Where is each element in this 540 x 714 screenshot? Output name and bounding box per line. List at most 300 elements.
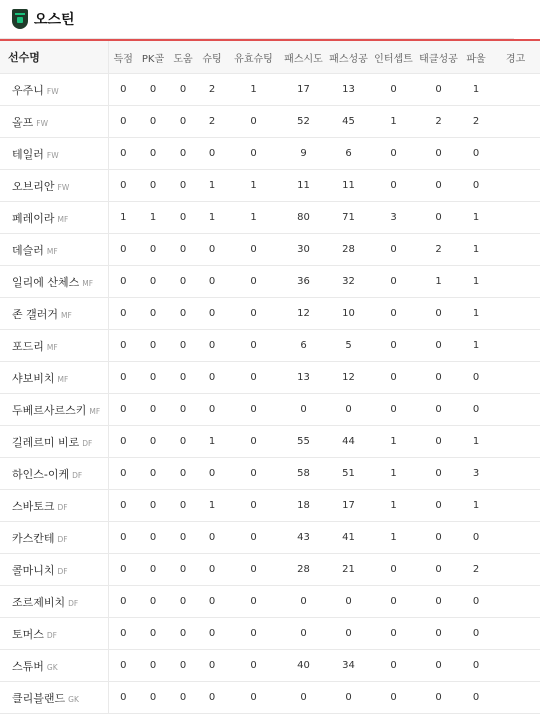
stat-cell: 0 bbox=[226, 394, 281, 426]
stat-cell: 0 bbox=[138, 586, 168, 618]
stat-cell: 80 bbox=[281, 202, 326, 234]
player-position: MF bbox=[57, 374, 69, 384]
table-row bbox=[0, 362, 540, 394]
stat-cell: 0 bbox=[198, 650, 226, 682]
stat-cell: 0 bbox=[168, 234, 198, 266]
stat-cell: 0 bbox=[416, 650, 461, 682]
player-position: DF bbox=[57, 534, 68, 544]
player-position: MF bbox=[57, 214, 69, 224]
stat-cell: 0 bbox=[108, 426, 138, 458]
stat-cell: 0 bbox=[226, 138, 281, 170]
stat-cell: 44 bbox=[326, 426, 371, 458]
stat-cell: 0 bbox=[281, 394, 326, 426]
stat-cell: 0 bbox=[416, 298, 461, 330]
stat-cell: 0 bbox=[108, 234, 138, 266]
stat-cell: 0 bbox=[461, 362, 491, 394]
stat-cell: 1 bbox=[138, 202, 168, 234]
stat-cell: 0 bbox=[108, 298, 138, 330]
stat-cell: 0 bbox=[281, 682, 326, 714]
stat-cell: 0 bbox=[371, 650, 416, 682]
stat-cell: 0 bbox=[108, 490, 138, 522]
stat-cell-overflow bbox=[491, 426, 540, 458]
stat-cell-overflow bbox=[491, 266, 540, 298]
stat-cell: 0 bbox=[416, 554, 461, 586]
stat-cell: 0 bbox=[461, 618, 491, 650]
table-row bbox=[0, 202, 540, 234]
stat-cell: 1 bbox=[226, 74, 281, 106]
stat-cell-overflow bbox=[491, 298, 540, 330]
table-row bbox=[0, 618, 540, 650]
stat-cell: 34 bbox=[326, 650, 371, 682]
stat-cell: 0 bbox=[416, 618, 461, 650]
stat-cell-overflow bbox=[491, 170, 540, 202]
stat-cell: 0 bbox=[461, 170, 491, 202]
player-position: DF bbox=[57, 502, 68, 512]
player-name-cell bbox=[0, 618, 108, 650]
table-row bbox=[0, 586, 540, 618]
stat-cell: 2 bbox=[198, 74, 226, 106]
player-name[interactable]: 하인스-이케 bbox=[12, 467, 70, 481]
stat-cell: 0 bbox=[198, 266, 226, 298]
stat-cell: 0 bbox=[416, 586, 461, 618]
stat-cell: 0 bbox=[138, 458, 168, 490]
column-header[interactable]: 슈팅 bbox=[198, 40, 226, 74]
table-row bbox=[0, 330, 540, 362]
stat-cell: 0 bbox=[198, 586, 226, 618]
stat-cell: 0 bbox=[461, 522, 491, 554]
player-position: FW bbox=[36, 118, 48, 128]
player-name-cell bbox=[0, 138, 108, 170]
player-position: DF bbox=[72, 470, 83, 480]
player-position: DF bbox=[82, 438, 93, 448]
team-header bbox=[0, 0, 514, 39]
stat-cell: 13 bbox=[281, 362, 326, 394]
stat-cell: 0 bbox=[416, 458, 461, 490]
stat-cell-overflow bbox=[491, 234, 540, 266]
stat-cell: 0 bbox=[371, 682, 416, 714]
stat-cell: 51 bbox=[326, 458, 371, 490]
stat-cell: 17 bbox=[281, 74, 326, 106]
stat-cell: 9 bbox=[281, 138, 326, 170]
player-name-cell bbox=[0, 490, 108, 522]
player-name[interactable]: 존 갤러거 bbox=[12, 307, 59, 321]
stat-cell: 2 bbox=[416, 106, 461, 138]
stat-cell: 0 bbox=[281, 586, 326, 618]
stat-cell: 0 bbox=[138, 234, 168, 266]
stat-cell: 0 bbox=[168, 650, 198, 682]
stat-cell: 0 bbox=[226, 234, 281, 266]
player-position: GK bbox=[68, 694, 79, 704]
stat-cell: 0 bbox=[108, 682, 138, 714]
stat-cell: 2 bbox=[461, 106, 491, 138]
stat-cell: 0 bbox=[168, 330, 198, 362]
stat-cell: 0 bbox=[416, 170, 461, 202]
stat-cell: 0 bbox=[108, 330, 138, 362]
stat-cell: 36 bbox=[281, 266, 326, 298]
stat-cell: 28 bbox=[281, 554, 326, 586]
stat-cell: 0 bbox=[226, 682, 281, 714]
player-name-cell bbox=[0, 266, 108, 298]
stat-cell: 0 bbox=[108, 458, 138, 490]
player-name[interactable]: 조르제비치 bbox=[12, 595, 66, 609]
stat-cell-overflow bbox=[491, 682, 540, 714]
stat-cell: 3 bbox=[371, 202, 416, 234]
stat-cell: 45 bbox=[326, 106, 371, 138]
table-row bbox=[0, 394, 540, 426]
stat-cell: 0 bbox=[416, 522, 461, 554]
stat-cell: 0 bbox=[108, 618, 138, 650]
stat-cell: 43 bbox=[281, 522, 326, 554]
stats-table-container[interactable] bbox=[0, 39, 526, 714]
stat-cell: 0 bbox=[108, 106, 138, 138]
player-name-cell bbox=[0, 426, 108, 458]
player-position: DF bbox=[68, 598, 79, 608]
stat-cell: 52 bbox=[281, 106, 326, 138]
player-position: DF bbox=[57, 566, 68, 576]
player-name[interactable]: 스바토크 bbox=[12, 499, 55, 513]
stat-cell-overflow bbox=[491, 330, 540, 362]
stat-cell: 0 bbox=[326, 682, 371, 714]
player-name-cell bbox=[0, 682, 108, 714]
stat-cell: 0 bbox=[138, 170, 168, 202]
table-row bbox=[0, 266, 540, 298]
player-name[interactable]: 길레르미 비로 bbox=[12, 435, 80, 449]
player-name-cell bbox=[0, 106, 108, 138]
stat-cell: 0 bbox=[371, 362, 416, 394]
column-header[interactable]: PK골 bbox=[138, 40, 168, 74]
stat-cell: 30 bbox=[281, 234, 326, 266]
player-name[interactable]: 두베르사르스키 bbox=[12, 403, 87, 417]
stat-cell: 0 bbox=[108, 554, 138, 586]
stat-cell: 2 bbox=[416, 234, 461, 266]
stat-cell: 0 bbox=[108, 266, 138, 298]
player-name-cell bbox=[0, 522, 108, 554]
player-position: MF bbox=[46, 342, 58, 352]
stat-cell: 0 bbox=[226, 458, 281, 490]
stat-cell-overflow bbox=[491, 586, 540, 618]
stat-cell: 0 bbox=[226, 618, 281, 650]
stat-cell: 0 bbox=[168, 74, 198, 106]
table-row bbox=[0, 138, 540, 170]
table-row bbox=[0, 234, 540, 266]
stat-cell: 0 bbox=[461, 394, 491, 426]
player-name[interactable]: 샤보비치 bbox=[12, 371, 55, 385]
stat-cell-overflow bbox=[491, 202, 540, 234]
column-header[interactable]: 패스시도 bbox=[281, 40, 326, 74]
stat-cell: 11 bbox=[326, 170, 371, 202]
stat-cell: 0 bbox=[198, 362, 226, 394]
stat-cell: 1 bbox=[461, 426, 491, 458]
stat-cell: 1 bbox=[461, 330, 491, 362]
stat-cell: 1 bbox=[461, 266, 491, 298]
stat-cell: 0 bbox=[108, 74, 138, 106]
stat-cell: 0 bbox=[138, 682, 168, 714]
stat-cell: 0 bbox=[108, 650, 138, 682]
stat-cell: 0 bbox=[226, 298, 281, 330]
player-name-cell bbox=[0, 298, 108, 330]
stat-cell: 0 bbox=[168, 586, 198, 618]
player-name-cell bbox=[0, 234, 108, 266]
table-row bbox=[0, 298, 540, 330]
stat-cell-overflow bbox=[491, 522, 540, 554]
stat-cell: 0 bbox=[371, 74, 416, 106]
stat-cell: 1 bbox=[416, 266, 461, 298]
stat-cell: 0 bbox=[138, 426, 168, 458]
stat-cell: 0 bbox=[371, 330, 416, 362]
stat-cell: 0 bbox=[416, 330, 461, 362]
stat-cell: 0 bbox=[198, 458, 226, 490]
stat-cell: 1 bbox=[461, 202, 491, 234]
stat-cell: 0 bbox=[168, 554, 198, 586]
player-position: MF bbox=[61, 310, 72, 320]
column-header[interactable]: 유효슈팅 bbox=[226, 40, 281, 74]
stat-cell: 0 bbox=[168, 362, 198, 394]
player-name[interactable]: 오브리안 bbox=[12, 179, 55, 193]
stat-cell: 12 bbox=[326, 362, 371, 394]
stat-cell: 0 bbox=[138, 522, 168, 554]
stat-cell: 0 bbox=[108, 394, 138, 426]
stat-cell: 0 bbox=[371, 138, 416, 170]
stat-cell: 1 bbox=[198, 426, 226, 458]
player-position: MF bbox=[89, 406, 101, 416]
stat-cell: 0 bbox=[108, 522, 138, 554]
stat-cell-overflow bbox=[491, 554, 540, 586]
stat-cell: 0 bbox=[138, 74, 168, 106]
stat-cell: 0 bbox=[198, 394, 226, 426]
player-name[interactable]: 스튜버 bbox=[12, 659, 44, 673]
stat-cell: 13 bbox=[326, 74, 371, 106]
stat-cell: 0 bbox=[226, 554, 281, 586]
stat-cell: 0 bbox=[416, 682, 461, 714]
stat-cell: 0 bbox=[168, 170, 198, 202]
stat-cell: 0 bbox=[138, 362, 168, 394]
player-name[interactable]: 데슬러 bbox=[12, 243, 44, 257]
stat-cell-overflow bbox=[491, 106, 540, 138]
table-row bbox=[0, 426, 540, 458]
stat-cell: 58 bbox=[281, 458, 326, 490]
stat-cell-overflow bbox=[491, 394, 540, 426]
column-header[interactable]: 득점 bbox=[108, 40, 138, 74]
player-name[interactable]: 일리에 산체스 bbox=[12, 275, 80, 289]
stat-cell: 0 bbox=[326, 586, 371, 618]
stat-cell-overflow bbox=[491, 650, 540, 682]
stat-cell: 1 bbox=[371, 490, 416, 522]
stat-cell: 1 bbox=[108, 202, 138, 234]
table-row bbox=[0, 170, 540, 202]
stat-cell: 0 bbox=[416, 138, 461, 170]
stat-cell: 0 bbox=[281, 618, 326, 650]
column-header[interactable]: 파울 bbox=[461, 40, 491, 74]
stat-cell: 0 bbox=[371, 266, 416, 298]
stat-cell: 0 bbox=[226, 490, 281, 522]
stat-cell: 21 bbox=[326, 554, 371, 586]
stat-cell-overflow bbox=[491, 490, 540, 522]
stat-cell: 0 bbox=[416, 394, 461, 426]
stat-cell: 1 bbox=[461, 74, 491, 106]
stat-cell: 0 bbox=[138, 554, 168, 586]
stat-cell: 0 bbox=[138, 618, 168, 650]
stat-cell: 28 bbox=[326, 234, 371, 266]
stat-cell: 3 bbox=[461, 458, 491, 490]
stat-cell: 1 bbox=[198, 170, 226, 202]
stat-cell: 18 bbox=[281, 490, 326, 522]
stat-cell: 1 bbox=[461, 234, 491, 266]
stat-cell: 1 bbox=[461, 298, 491, 330]
stat-cell: 0 bbox=[168, 106, 198, 138]
player-position: GK bbox=[46, 662, 58, 672]
player-name-cell bbox=[0, 330, 108, 362]
player-position: FW bbox=[46, 150, 59, 160]
stat-cell: 0 bbox=[461, 682, 491, 714]
column-header[interactable]: 패스성공 bbox=[326, 40, 371, 74]
stat-cell: 0 bbox=[198, 522, 226, 554]
column-header[interactable]: 태클성공 bbox=[416, 40, 461, 74]
player-name-cell bbox=[0, 394, 108, 426]
stat-cell: 0 bbox=[461, 650, 491, 682]
table-row bbox=[0, 490, 540, 522]
stat-cell-overflow bbox=[491, 74, 540, 106]
column-header[interactable]: 도움 bbox=[168, 40, 198, 74]
stat-cell: 1 bbox=[461, 490, 491, 522]
stat-cell: 1 bbox=[198, 490, 226, 522]
stat-cell-overflow bbox=[491, 618, 540, 650]
stat-cell: 0 bbox=[168, 458, 198, 490]
team-name: 오스틴 bbox=[34, 12, 75, 28]
stat-cell: 1 bbox=[371, 106, 416, 138]
stat-cell: 1 bbox=[198, 202, 226, 234]
stat-cell: 0 bbox=[138, 298, 168, 330]
stat-cell: 0 bbox=[168, 618, 198, 650]
stat-cell: 40 bbox=[281, 650, 326, 682]
stat-cell: 0 bbox=[226, 522, 281, 554]
player-name[interactable]: 올프 bbox=[12, 115, 34, 129]
stat-cell: 0 bbox=[226, 586, 281, 618]
stat-cell: 0 bbox=[226, 266, 281, 298]
stat-cell: 0 bbox=[138, 106, 168, 138]
stat-cell: 0 bbox=[168, 490, 198, 522]
stat-cell: 0 bbox=[326, 394, 371, 426]
table-row bbox=[0, 74, 540, 106]
stat-cell: 0 bbox=[226, 650, 281, 682]
stat-cell: 0 bbox=[168, 426, 198, 458]
stat-cell: 0 bbox=[168, 682, 198, 714]
player-name-cell bbox=[0, 170, 108, 202]
player-name-cell bbox=[0, 202, 108, 234]
stat-cell: 41 bbox=[326, 522, 371, 554]
player-name-cell bbox=[0, 650, 108, 682]
stat-cell: 2 bbox=[461, 554, 491, 586]
stat-cell: 0 bbox=[371, 586, 416, 618]
stat-cell: 0 bbox=[371, 394, 416, 426]
stat-cell: 0 bbox=[198, 554, 226, 586]
player-name[interactable]: 카스칸테 bbox=[12, 531, 55, 545]
stat-cell: 0 bbox=[226, 426, 281, 458]
stat-cell: 6 bbox=[281, 330, 326, 362]
player-name[interactable]: 포드리 bbox=[12, 339, 44, 353]
stat-cell: 0 bbox=[326, 618, 371, 650]
stat-cell: 6 bbox=[326, 138, 371, 170]
stat-cell: 12 bbox=[281, 298, 326, 330]
column-header[interactable]: 선수명 bbox=[0, 40, 108, 74]
stat-cell: 2 bbox=[198, 106, 226, 138]
stat-cell: 0 bbox=[108, 586, 138, 618]
stat-cell: 0 bbox=[416, 490, 461, 522]
stat-cell-overflow bbox=[491, 362, 540, 394]
stat-cell: 0 bbox=[138, 490, 168, 522]
stat-cell: 0 bbox=[371, 170, 416, 202]
stat-cell: 0 bbox=[138, 330, 168, 362]
stat-cell-overflow bbox=[491, 138, 540, 170]
player-name[interactable]: 클리블랜드 bbox=[12, 691, 66, 705]
player-position: FW bbox=[57, 182, 70, 192]
stat-cell: 0 bbox=[371, 554, 416, 586]
table-row bbox=[0, 106, 540, 138]
column-header[interactable]: 경고 bbox=[491, 40, 540, 74]
stat-cell: 55 bbox=[281, 426, 326, 458]
table-row bbox=[0, 650, 540, 682]
player-name-cell bbox=[0, 458, 108, 490]
stat-cell: 1 bbox=[371, 426, 416, 458]
stat-cell: 17 bbox=[326, 490, 371, 522]
stat-cell: 1 bbox=[371, 522, 416, 554]
stat-cell: 0 bbox=[371, 234, 416, 266]
stat-cell: 11 bbox=[281, 170, 326, 202]
table-row bbox=[0, 458, 540, 490]
stat-cell: 0 bbox=[108, 362, 138, 394]
player-name-cell bbox=[0, 74, 108, 106]
stat-cell: 0 bbox=[168, 266, 198, 298]
player-name[interactable]: 우주니 bbox=[12, 83, 44, 97]
stat-cell: 0 bbox=[198, 298, 226, 330]
stat-cell: 0 bbox=[226, 362, 281, 394]
player-name[interactable]: 페레이라 bbox=[12, 211, 55, 225]
player-position: DF bbox=[46, 630, 57, 640]
stat-cell: 0 bbox=[168, 138, 198, 170]
stat-cell: 0 bbox=[108, 138, 138, 170]
stat-cell: 0 bbox=[138, 266, 168, 298]
stat-cell: 1 bbox=[226, 202, 281, 234]
player-name-cell bbox=[0, 586, 108, 618]
table-header-row bbox=[0, 40, 540, 74]
stat-cell: 0 bbox=[138, 394, 168, 426]
stat-cell: 0 bbox=[461, 138, 491, 170]
stat-cell: 0 bbox=[371, 298, 416, 330]
stat-cell: 0 bbox=[226, 106, 281, 138]
player-name[interactable]: 토머스 bbox=[12, 627, 44, 641]
stat-cell: 0 bbox=[198, 234, 226, 266]
column-header[interactable]: 인터셉트 bbox=[371, 40, 416, 74]
stat-cell: 0 bbox=[168, 522, 198, 554]
stat-cell: 10 bbox=[326, 298, 371, 330]
stat-cell: 0 bbox=[198, 618, 226, 650]
stat-cell: 0 bbox=[138, 650, 168, 682]
stat-cell: 0 bbox=[416, 426, 461, 458]
player-name[interactable]: 콜마니치 bbox=[12, 563, 55, 577]
stat-cell: 1 bbox=[226, 170, 281, 202]
stat-cell: 0 bbox=[371, 618, 416, 650]
stat-cell: 0 bbox=[416, 202, 461, 234]
player-name[interactable]: 테일러 bbox=[12, 147, 44, 161]
player-stats-table bbox=[0, 39, 540, 714]
team-crest-icon bbox=[12, 9, 28, 29]
player-name-cell bbox=[0, 362, 108, 394]
stat-cell: 0 bbox=[198, 330, 226, 362]
stat-cell: 0 bbox=[168, 298, 198, 330]
stat-cell: 0 bbox=[416, 74, 461, 106]
player-name-cell bbox=[0, 554, 108, 586]
table-row bbox=[0, 554, 540, 586]
stat-cell: 0 bbox=[198, 138, 226, 170]
